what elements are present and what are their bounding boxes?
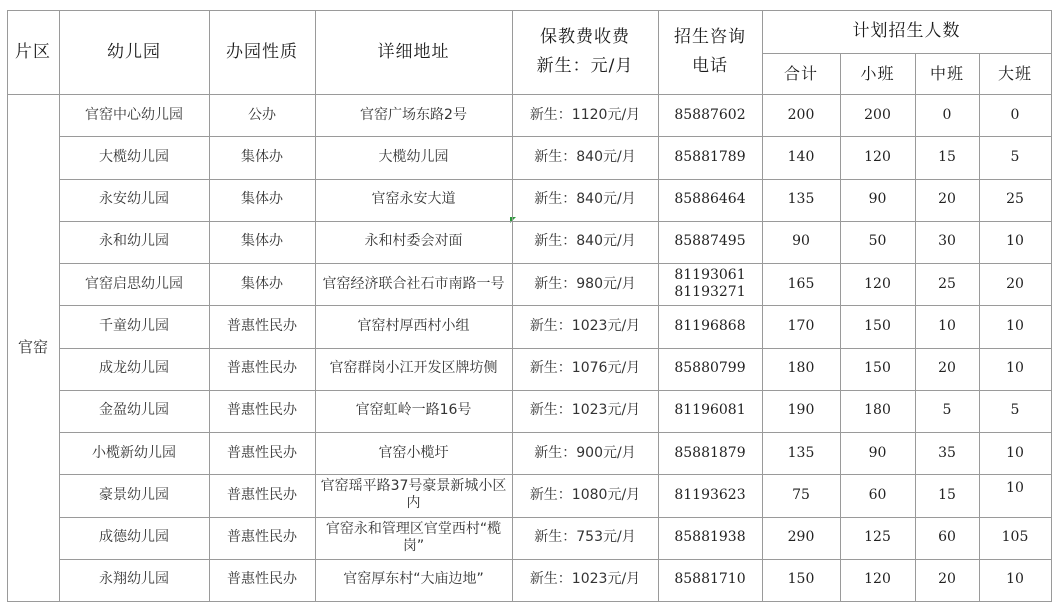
header-plan: 计划招生人数 [852,21,961,41]
row-4-phone: 85887495 [674,233,746,250]
row-9-total: 135 [787,444,815,461]
row-10-type: 普惠性民办 [227,486,297,503]
row-12-large: 10 [1006,571,1024,588]
row-8-middle: 5 [942,402,952,419]
row-12-middle: 20 [938,571,956,588]
grid-hline [59,517,1051,518]
row-12-fee: 新生：1023元/月 [529,571,641,588]
row-1-large: 0 [1010,106,1020,123]
row-3-middle: 20 [938,191,956,208]
row-5-middle: 25 [938,275,956,292]
header-area: 片区 [15,41,51,62]
row-2-middle: 15 [938,148,956,165]
row-2-fee: 新生：840元/月 [534,148,636,165]
row-10-address: 官窑瑶平路37号豪景新城小区内 [320,478,507,512]
row-6-small: 150 [864,317,891,334]
row-11-fee: 新生：753元/月 [534,529,636,546]
row-7-phone: 85880799 [674,360,746,377]
grid-hline [59,474,1051,475]
row-7-fee: 新生：1076元/月 [529,360,641,377]
grid-hline [7,601,1051,602]
row-8-large: 5 [1010,402,1020,419]
row-6-phone: 81196868 [674,317,746,334]
row-8-total: 190 [787,402,815,419]
grid-hline [59,179,1051,180]
row-3-address: 官窑永安大道 [371,191,456,208]
row-10-large: 10 [1006,480,1024,497]
row-5-phone: 81193061 81193271 [674,267,746,301]
row-11-phone: 85881938 [674,529,746,546]
grid-vline [1051,10,1052,602]
row-3-phone: 85886464 [674,191,746,208]
row-3-type: 集体办 [241,191,283,208]
row-8-name: 金盈幼儿园 [99,402,169,419]
row-2-large: 5 [1010,148,1020,165]
row-11-small: 125 [864,529,891,546]
header-total: 合计 [783,64,818,83]
row-11-type: 普惠性民办 [227,529,297,546]
row-7-address: 官窑群岗小江开发区牌坊侧 [329,360,498,377]
row-10-fee: 新生：1080元/月 [529,486,641,503]
row-12-phone: 85881710 [674,571,746,588]
row-2-phone: 85881789 [674,148,746,165]
row-6-total: 170 [787,317,815,334]
row-12-address: 官窑厚东村“大庙边地” [343,571,484,588]
header-kindergarten: 幼儿园 [107,41,161,62]
row-9-phone: 85881879 [674,444,746,461]
row-11-large: 105 [1001,529,1029,546]
header-fee [512,10,658,94]
grid-hline [59,305,1051,306]
row-7-middle: 20 [938,360,956,377]
row-8-fee: 新生：1023元/月 [529,402,641,419]
row-3-total: 135 [787,191,815,208]
grid-vline-sub [979,53,980,602]
grid-vline-sub [840,53,841,602]
row-9-address: 官窑小榄圩 [378,444,449,461]
row-5-small: 120 [864,275,891,292]
row-4-name: 永和幼儿园 [99,233,169,250]
row-10-small: 60 [868,486,887,503]
row-12-total: 150 [787,571,815,588]
row-10-name: 豪景幼儿园 [99,486,169,503]
row-5-total: 165 [787,275,815,292]
row-1-type: 公办 [248,106,276,123]
grid-vline [209,10,210,602]
row-10-middle: 15 [938,486,956,503]
row-11-name: 成德幼儿园 [99,529,169,546]
header-fee-line2: 新生：元/月 [536,56,634,76]
grid-hline [59,390,1051,391]
row-10-phone: 81193623 [674,486,746,503]
row-5-name: 官窑启思幼儿园 [85,275,183,292]
grid-hline [7,94,1051,95]
row-9-small: 90 [868,444,887,461]
grid-hline [59,348,1051,349]
row-6-type: 普惠性民办 [227,317,297,334]
row-7-total: 180 [787,360,815,377]
row-4-small: 50 [868,233,887,250]
row-6-middle: 10 [938,317,956,334]
row-4-large: 10 [1006,233,1024,250]
grid-vline [315,10,316,602]
header-phone-line1: 招生咨询 [674,27,746,47]
row-7-small: 150 [864,360,891,377]
header-address: 详细地址 [377,41,450,62]
row-1-fee: 新生：1120元/月 [529,106,641,123]
row-5-large: 20 [1006,275,1024,292]
row-6-address: 官窑村厚西村小组 [357,317,470,334]
row-4-address: 永和村委会对面 [364,233,463,250]
row-6-large: 10 [1006,317,1024,334]
grid-hline [7,10,1051,11]
grid-vline [762,10,763,602]
row-3-name: 永安幼儿园 [99,191,169,208]
row-4-total: 90 [792,233,810,250]
row-5-fee: 新生：980元/月 [534,275,636,292]
grid-vline [59,10,60,602]
grid-hline-plan [762,53,1051,54]
row-3-large: 25 [1006,191,1024,208]
row-4-middle: 30 [938,233,956,250]
header-small: 小班 [860,64,895,83]
row-12-name: 永翔幼儿园 [99,571,169,588]
row-12-type: 普惠性民办 [227,571,297,588]
row-2-name: 大榄幼儿园 [99,148,169,165]
grid-vline [658,10,659,602]
grid-vline [7,10,8,602]
row-1-total: 200 [787,106,815,123]
grid-hline [59,559,1051,560]
header-type: 办园性质 [226,41,298,62]
area-cell: 官窑 [17,338,48,356]
row-11-middle: 60 [938,529,956,546]
header-large: 大班 [997,64,1032,83]
row-9-type: 普惠性民办 [227,444,297,461]
row-8-small: 180 [864,402,891,419]
row-10-total: 75 [792,486,810,503]
row-11-address: 官窑永和管理区官堂西村“榄岗” [325,520,502,554]
header-middle: 中班 [929,64,964,83]
row-9-large: 10 [1006,444,1024,461]
row-8-phone: 81196081 [674,402,746,419]
row-6-fee: 新生：1023元/月 [529,317,641,334]
grid-hline [59,136,1051,137]
row-1-small: 200 [864,106,891,123]
grid-hline [59,432,1051,433]
row-5-type: 集体办 [241,275,283,292]
row-7-large: 10 [1006,360,1024,377]
row-4-type: 集体办 [241,233,283,250]
row-5-address: 官窑经济联合社石市南路一号 [322,275,505,292]
row-1-address: 官窑广场东路2号 [360,106,467,123]
row-2-type: 集体办 [241,148,283,165]
row-3-fee: 新生：840元/月 [534,191,636,208]
row-9-fee: 新生：900元/月 [534,444,636,461]
row-1-phone: 85887602 [674,106,746,123]
row-1-middle: 0 [942,106,952,123]
row-9-middle: 35 [938,444,956,461]
row-2-small: 120 [864,148,891,165]
row-1-name: 官窑中心幼儿园 [85,106,183,123]
grid-vline-sub [915,53,916,602]
row-9-name: 小榄新幼儿园 [92,444,176,461]
row-8-type: 普惠性民办 [227,402,297,419]
grid-hline [59,221,1051,222]
header-phone-line2: 电话 [692,56,728,76]
row-6-name: 千童幼儿园 [99,317,169,334]
grid-hline [59,263,1051,264]
header-phone [658,10,762,94]
header-fee-line1: 保教费收费 [540,27,630,47]
row-4-fee: 新生：840元/月 [534,233,636,250]
row-3-small: 90 [868,191,887,208]
row-12-small: 120 [864,571,891,588]
row-7-type: 普惠性民办 [227,360,297,377]
row-7-name: 成龙幼儿园 [99,360,169,377]
row-8-address: 官窑虹岭一路16号 [355,402,472,419]
row-11-total: 290 [787,529,815,546]
row-2-total: 140 [787,148,815,165]
grid-vline [512,10,513,602]
row-2-address: 大榄幼儿园 [378,148,449,165]
